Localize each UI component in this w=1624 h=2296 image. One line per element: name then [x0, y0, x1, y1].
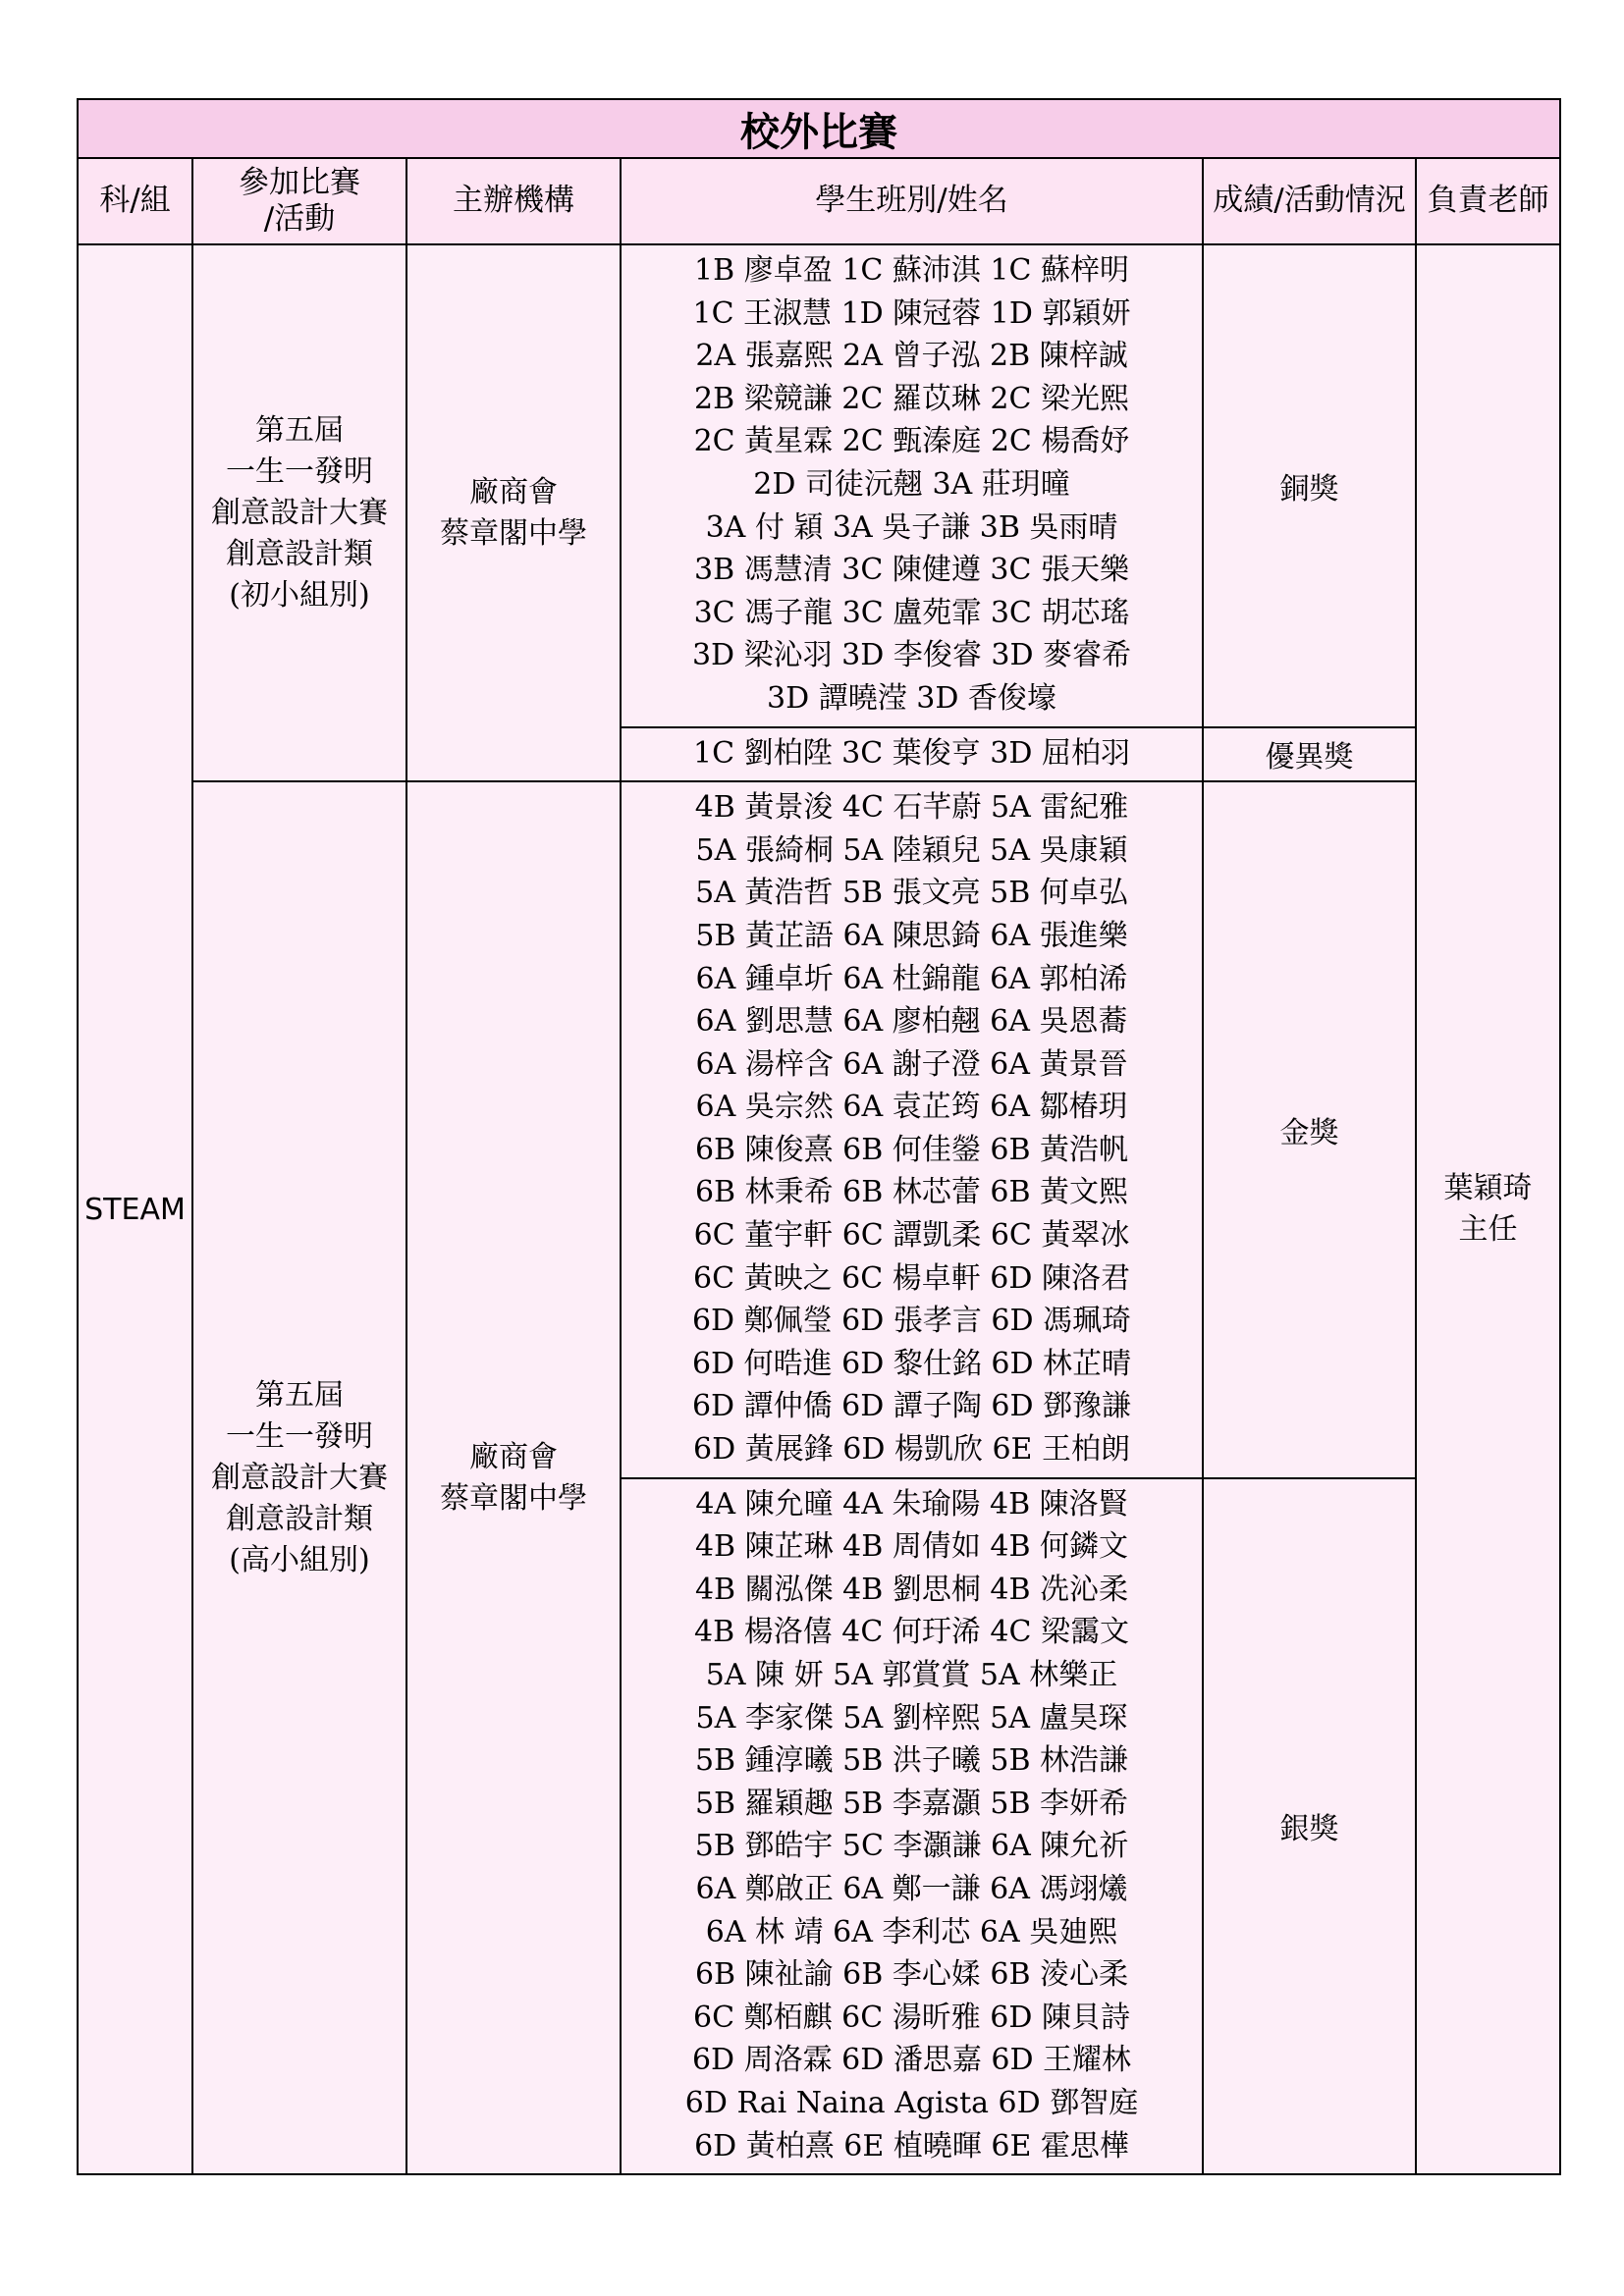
- competition-line: 第五屆: [255, 1377, 344, 1413]
- student-line: 4B 黃景浚 4C 石芊蔚 5A 雷紀雅: [694, 790, 1129, 826]
- student-line: 2B 梁競謙 2C 羅苡琳 2C 梁光熙: [694, 381, 1129, 416]
- teacher-line: 主任: [1458, 1212, 1518, 1248]
- header-teacher: 負責老師: [1416, 158, 1560, 244]
- student-line: 6D 黃展鋒 6D 楊凱欣 6E 王柏朗: [693, 1432, 1130, 1468]
- student-names-cell: [621, 727, 1203, 782]
- student-line: 4B 楊洛僖 4C 何玗浠 4C 梁靄文: [694, 1615, 1129, 1650]
- organizer-line: 蔡章閣中學: [440, 515, 587, 551]
- competition-cell: [192, 781, 406, 2174]
- competition-line: 創意設計類: [226, 536, 373, 571]
- student-line: 6B 陳祉諭 6B 李心媃 6B 淩心柔: [694, 1957, 1129, 1993]
- header-competition-line: /活動: [263, 201, 336, 237]
- competition-line: (高小組別): [229, 1542, 370, 1577]
- competition-line: 一生一發明: [226, 1418, 373, 1454]
- student-line: 4A 陳允曈 4A 朱瑜陽 4B 陳洛賢: [695, 1486, 1128, 1522]
- student-line: 5B 鍾淳曦 5B 洪子曦 5B 林浩謙: [694, 1743, 1129, 1779]
- student-line: 6D 黃柏熹 6E 植曉暉 6E 霍思樺: [694, 2128, 1129, 2163]
- student-line: 2C 黃星霖 2C 甄溱庭 2C 楊喬妤: [693, 424, 1130, 459]
- student-line: 5B 黃芷語 6A 陳思錡 6A 張進樂: [695, 918, 1128, 953]
- result-cell: 金獎: [1203, 781, 1416, 1478]
- student-line: 6D 譚仲僑 6D 譚子陶 6D 鄧豫謙: [691, 1389, 1132, 1424]
- student-line: 2D 司徒沅翹 3A 莊玥曈: [753, 466, 1070, 502]
- competition-line: 創意設計類: [226, 1501, 373, 1536]
- header-competition-line: 參加比賽: [239, 164, 360, 200]
- student-line: 6A 鍾卓圻 6A 杜錦龍 6A 郭柏浠: [695, 961, 1128, 996]
- student-line: 5B 羅穎趣 5B 李嘉灝 5B 李妍希: [694, 1786, 1129, 1821]
- student-line: 5A 黃浩哲 5B 張文亮 5B 何卓弘: [695, 876, 1128, 911]
- competition-line: 一生一發明: [226, 454, 373, 489]
- header-subject: 科/組: [78, 158, 192, 244]
- result-cell: 銀獎: [1203, 1478, 1416, 2175]
- student-line: 2A 張嘉熙 2A 曾子泓 2B 陳梓誠: [695, 339, 1128, 374]
- result-cell: 優異獎: [1203, 727, 1416, 782]
- student-line: 4B 關泓傑 4B 劉思桐 4B 冼沁柔: [694, 1572, 1129, 1607]
- student-line: 6A 吳宗然 6A 袁芷筠 6A 鄒椿玥: [695, 1090, 1128, 1125]
- student-line: 6D 何晧進 6D 黎仕銘 6D 林芷晴: [691, 1346, 1132, 1381]
- student-line: 6A 林 靖 6A 李利芯 6A 吳廸熙: [705, 1914, 1118, 1949]
- table-title: 校外比賽: [78, 99, 1560, 158]
- student-line: 6D Rai Naina Agista 6D 鄧智庭: [684, 2085, 1139, 2120]
- competition-line: 創意設計大賽: [211, 1460, 388, 1495]
- student-line: 4B 陳芷琳 4B 周倩如 4B 何鏻文: [694, 1529, 1129, 1565]
- header-result: 成績/活動情況: [1203, 158, 1416, 244]
- student-line: 6B 陳俊熹 6B 何佳鎣 6B 黃浩帆: [694, 1132, 1129, 1167]
- subject-cell: STEAM: [78, 244, 192, 2174]
- competition-line: (初小組別): [229, 577, 370, 613]
- student-line: 6A 劉思慧 6A 廖柏翹 6A 吳恩蕎: [695, 1004, 1128, 1040]
- organizer-line: 蔡章閣中學: [440, 1480, 587, 1516]
- student-line: 6C 董宇軒 6C 譚凱柔 6C 黃翠冰: [693, 1218, 1130, 1254]
- student-line: 5B 鄧皓宇 5C 李灝謙 6A 陳允祈: [694, 1829, 1129, 1864]
- competition-table: [77, 98, 1561, 2175]
- student-line: 3D 梁沁羽 3D 李俊睿 3D 麥睿希: [691, 638, 1132, 673]
- student-line: 3C 馮子龍 3C 盧苑霏 3C 胡芯瑤: [693, 595, 1130, 630]
- student-line: 1B 廖卓盈 1C 蘇沛淇 1C 蘇梓明: [694, 253, 1129, 288]
- competition-line: 創意設計大賽: [211, 495, 388, 530]
- student-line: 5A 李家傑 5A 劉梓熙 5A 盧昊琛: [695, 1700, 1128, 1735]
- student-line: 3A 付 穎 3A 吳子謙 3B 吳雨晴: [705, 509, 1118, 545]
- organizer-line: 廠商會: [469, 1439, 558, 1474]
- organizer-cell: [406, 781, 621, 2174]
- student-line: 1C 王淑慧 1D 陳冠蓉 1D 郭穎妍: [692, 295, 1131, 331]
- header-competition: [192, 158, 406, 244]
- student-line: 6C 鄭栢麒 6C 湯昕雅 6D 陳貝詩: [693, 2000, 1130, 2035]
- student-line: 6A 鄭啟正 6A 鄭一謙 6A 馮翊爔: [695, 1871, 1128, 1906]
- student-line: 5A 張綺桐 5A 陸穎兒 5A 吳康穎: [695, 832, 1128, 868]
- student-line: 6A 湯梓含 6A 謝子澄 6A 黃景晉: [695, 1046, 1128, 1082]
- student-names-cell: [621, 244, 1203, 727]
- student-names-cell: [621, 1478, 1203, 2175]
- student-names-cell: [621, 781, 1203, 1478]
- student-line: 6B 林秉希 6B 林芯蕾 6B 黃文熙: [694, 1175, 1129, 1210]
- student-line: 6C 黃映之 6C 楊卓軒 6D 陳洛君: [693, 1260, 1130, 1296]
- organizer-line: 廠商會: [469, 474, 558, 509]
- organizer-cell: [406, 244, 621, 781]
- header-organizer: 主辦機構: [406, 158, 621, 244]
- student-line: 1C 劉柏陞 3C 葉俊亨 3D 屈柏羽: [693, 735, 1130, 771]
- student-line: 6D 周洛霖 6D 潘思嘉 6D 王耀林: [691, 2043, 1132, 2078]
- teacher-cell: [1416, 244, 1560, 2174]
- student-line: 3B 馮慧清 3C 陳健遵 3C 張天樂: [694, 553, 1129, 588]
- competition-cell: [192, 244, 406, 781]
- result-cell: 銅獎: [1203, 244, 1416, 727]
- student-line: 5A 陳 妍 5A 郭賞賞 5A 林樂正: [705, 1658, 1118, 1692]
- teacher-line: 葉穎琦: [1443, 1171, 1533, 1206]
- report-page: [77, 98, 1559, 2175]
- header-students: 學生班別/姓名: [621, 158, 1203, 244]
- competition-line: 第五屆: [255, 412, 344, 448]
- student-line: 6D 鄭佩瑩 6D 張孝言 6D 馮珮琦: [691, 1304, 1132, 1339]
- student-line: 3D 譚曉滢 3D 香俊壕: [767, 680, 1056, 716]
